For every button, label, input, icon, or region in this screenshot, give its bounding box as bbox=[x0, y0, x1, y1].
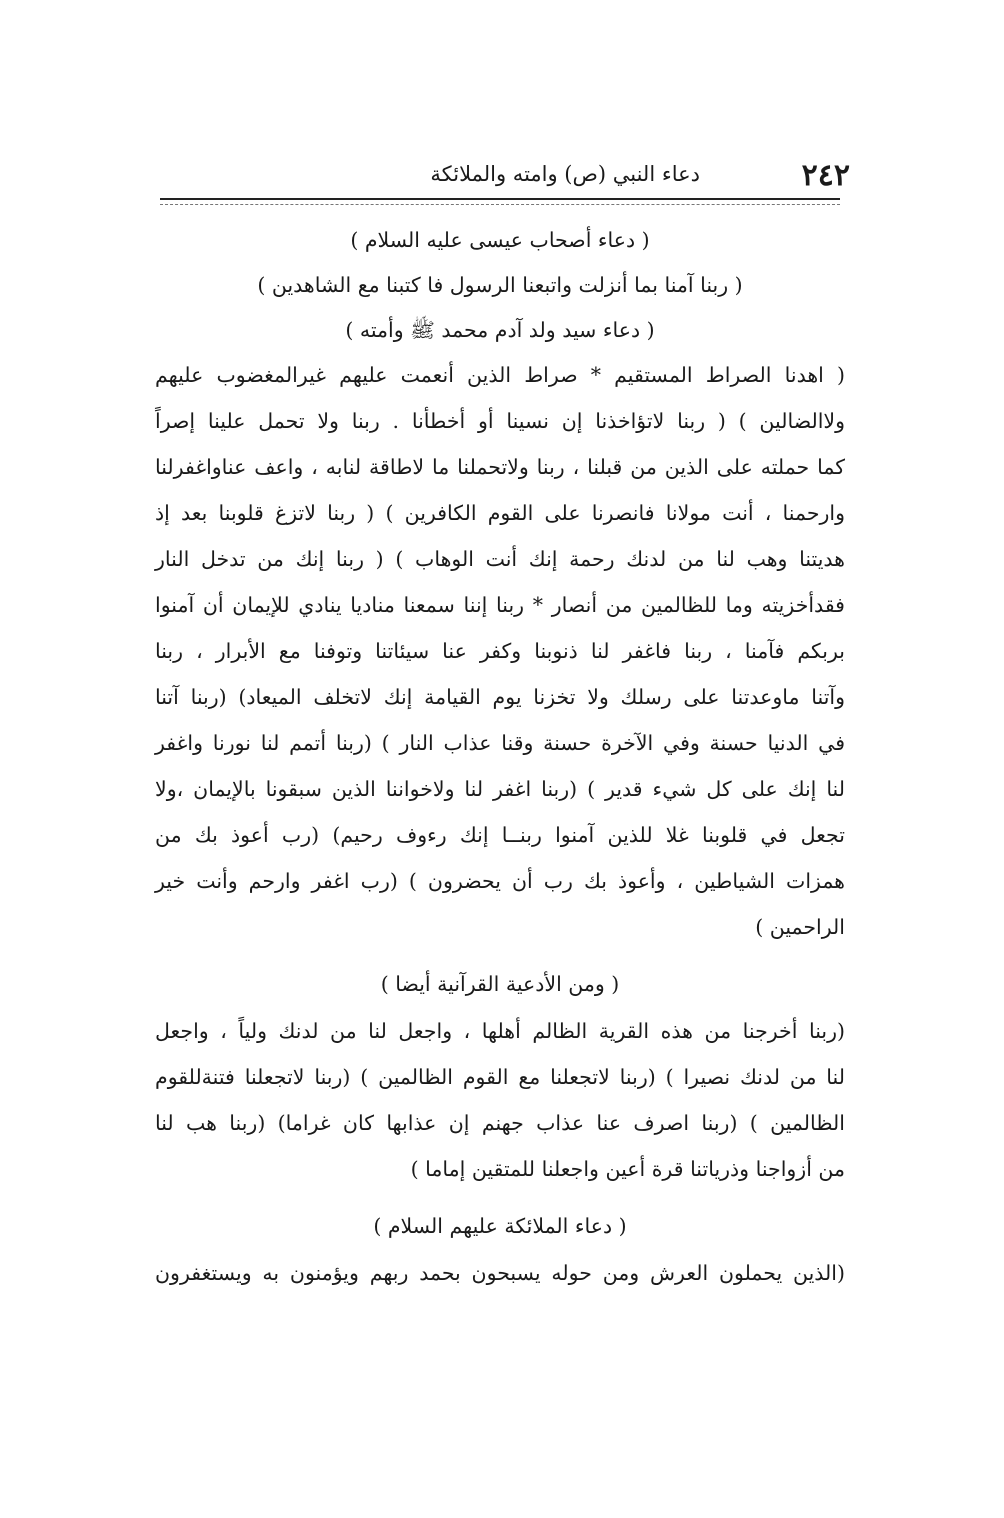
text-line: همزات الشياطين ، وأعوذ بك رب أن يحضرون ) (رب اغفر وارحم وأنت خير bbox=[155, 869, 845, 893]
body-text bbox=[155, 218, 845, 1296]
text-line: لنا إنك على كل شيء قدير ) (ربنا اغفر لنا ولاخواننا الذين سبقونا بالإيمان ،ولا bbox=[155, 777, 845, 801]
section-heading-angels: ( دعاء الملائكة عليهم السلام ) bbox=[373, 1214, 627, 1238]
text-line: وآتنا ماوعدتنا على رسلك ولا تخزنا يوم القيامة إنك لاتخلف الميعاد) (ربنا آتنا bbox=[155, 685, 845, 709]
header-rule bbox=[160, 198, 840, 200]
text-line: لنا من لدنك نصيرا ) (ربنا لاتجعلنا مع القوم الظالمين ) (ربنا لاتجعلنا فتنةللقوم bbox=[155, 1065, 845, 1089]
text-line: ولاالضالين ) ( ربنا لاتؤاخذنا إن نسينا أو أخطأنا . ربنا ولا تحمل علينا إصراً bbox=[155, 409, 845, 433]
paragraph-angels bbox=[155, 1250, 845, 1296]
running-title: دعاء النبي (ص) وامته والملائكة bbox=[430, 162, 700, 186]
text-line: وارحمنا ، أنت مولانا فانصرنا على القوم الكافرين ) ( ربنا لاتزغ قلوبنا بعد إذ bbox=[155, 501, 845, 525]
section-heading-isa-companions: ( دعاء أصحاب عيسى عليه السلام ) bbox=[350, 228, 650, 252]
paragraph-prophet-duas bbox=[155, 352, 845, 950]
text-line: كما حملته على الذين من قبلنا ، ربنا ولاتحملنا ما لاطاقة لنابه ، واعف عناواغفرلنا bbox=[155, 455, 845, 479]
text-line: هديتنا وهب لنا من لدنك رحمة إنك أنت الوهاب ) ( ربنا إنك من تدخل النار bbox=[155, 547, 845, 571]
text-line: من أزواجنا وذرياتنا قرة أعين واجعلنا للمتقين إماما ) bbox=[410, 1157, 845, 1181]
section-heading-prophet-and-ummah: ( دعاء سيد ولد آدم محمد ﷺ وأمته ) bbox=[345, 318, 655, 342]
section-heading-quranic-duas: ( ومن الأدعية القرآنية أيضا ) bbox=[380, 972, 620, 996]
running-header bbox=[150, 150, 850, 200]
page-number: ٢٤٢ bbox=[801, 158, 850, 193]
text-line: (الذين يحملون العرش ومن حوله يسبحون بحمد ربهم ويؤمنون به ويستغفرون bbox=[155, 1261, 845, 1285]
text-line: تجعل في قلوبنا غلا للذين آمنوا ربنــا إنك رءوف رحيم) (رب أعوذ بك من bbox=[155, 823, 845, 847]
header-rule-dashed bbox=[160, 204, 840, 205]
text-line: (ربنا أخرجنا من هذه القرية الظالم أهلها ، واجعل لنا من لدنك ولياً ، واجعل bbox=[155, 1019, 845, 1043]
text-line: الظالمين ) (ربنا اصرف عنا عذاب جهنم إن عذابها كان غراما) (ربنا هب لنا bbox=[155, 1111, 845, 1135]
text-line: ( اهدنا الصراط المستقيم * صراط الذين أنعمت عليهم غيرالمغضوب عليهم bbox=[155, 363, 845, 387]
paragraph-quranic-duas bbox=[155, 1008, 845, 1192]
text-line: الراحمين ) bbox=[755, 915, 845, 939]
text-line: بربكم فآمنا ، ربنا فاغفر لنا ذنوبنا وكفر عنا سيئاتنا وتوفنا مع الأبرار ، ربنا bbox=[155, 639, 845, 663]
verse-line: ( ربنا آمنا بما أنزلت واتبعنا الرسول فا كتبنا مع الشاهدين ) bbox=[257, 273, 743, 297]
text-line: فقدأخزيته وما للظالمين من أنصار * ربنا إننا سمعنا مناديا ينادي للإيمان أن آمنوا bbox=[155, 593, 845, 617]
text-line: في الدنيا حسنة وفي الآخرة حسنة وقنا عذاب النار ) (ربنا أتمم لنا نورنا واغفر bbox=[155, 731, 845, 755]
